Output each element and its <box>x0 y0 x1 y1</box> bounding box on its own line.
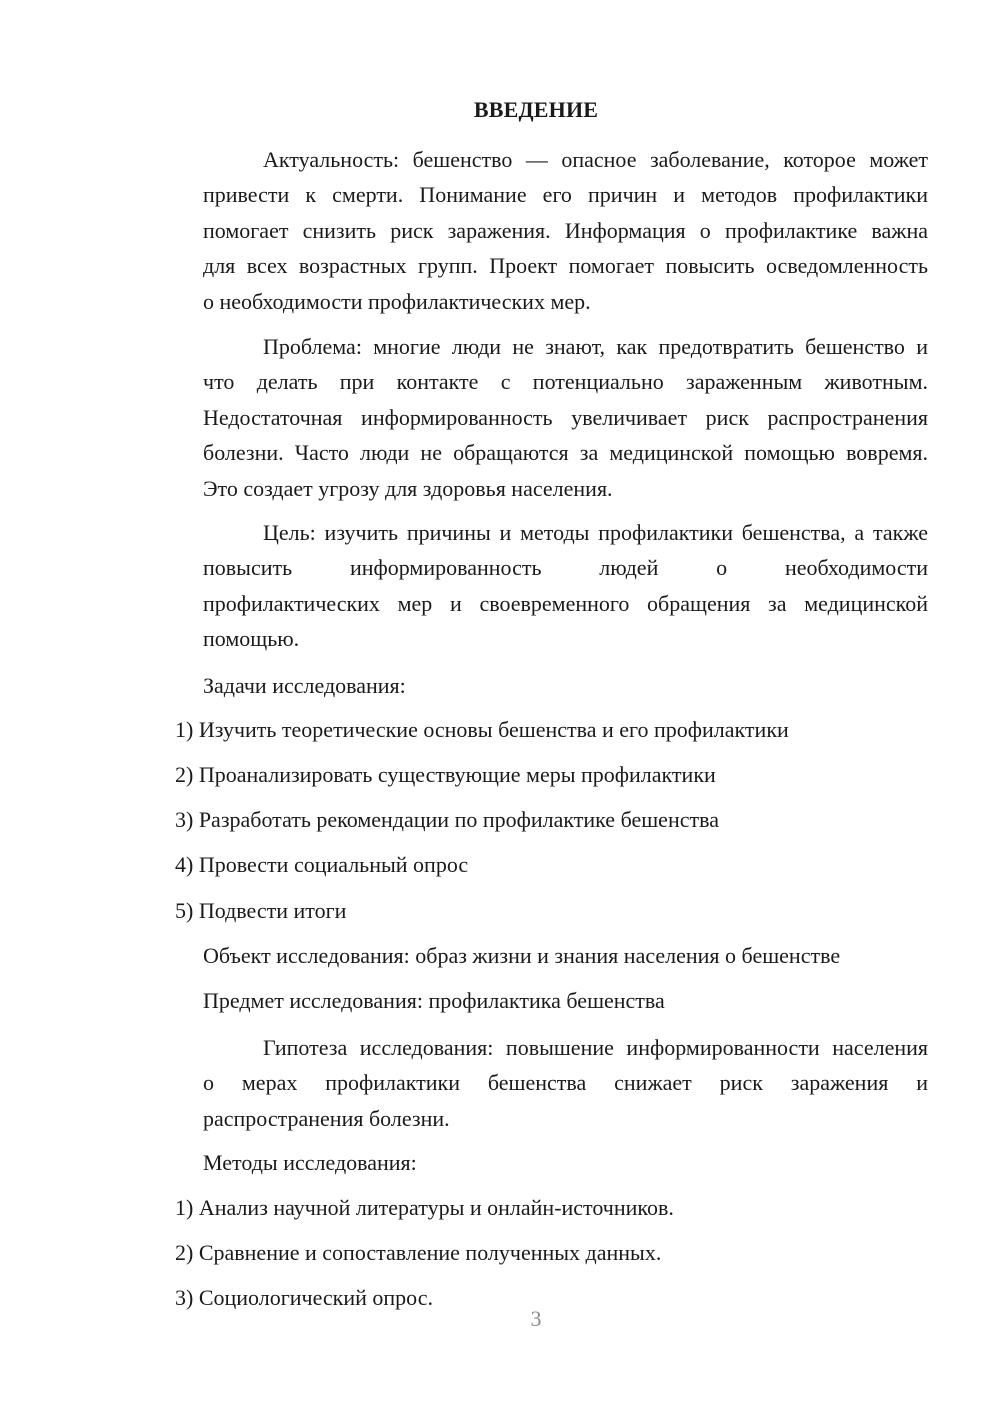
text-line: Проблема: многие люди не знают, как предотвратить бешенство и <box>263 334 928 359</box>
text-line: Недостаточная информированность увеличивает риск распространения <box>203 404 928 430</box>
problem-paragraph <box>143 329 928 506</box>
text-line: о мерах профилактики бешенства снижает риск заражения и <box>203 1070 928 1096</box>
text-line: повысить информированность людей о необходимости <box>203 555 928 581</box>
text-line: что делать при контакте с потенциально зараженным животным. <box>203 369 928 395</box>
task-item: 3) Разработать рекомендации по профилактике бешенства <box>175 807 719 832</box>
text-line: о необходимости профилактических мер. <box>203 288 591 314</box>
text-line: помогает снизить риск заражения. Информация о профилактике важна <box>203 217 928 243</box>
hypothesis-paragraph <box>143 1030 928 1136</box>
text-line: профилактических мер и своевременного обращения за медицинской <box>203 590 928 616</box>
goal-paragraph <box>143 515 928 657</box>
method-item: 1) Анализ научной литературы и онлайн-источников. <box>175 1195 674 1220</box>
methods-heading: Методы исследования: <box>203 1150 417 1175</box>
text-line: Гипотеза исследования: повышение информированности населения <box>263 1035 928 1060</box>
text-line: Это создает угрозу для здоровья населения. <box>203 475 613 501</box>
research-object: Объект исследования: образ жизни и знания населения о бешенстве <box>203 943 841 968</box>
text-line: Цель: изучить причины и методы профилактики бешенства, а также <box>263 520 928 545</box>
text-line: привести к смерти. Понимание его причин и методов профилактики <box>203 182 928 208</box>
text-line: распространения болезни. <box>203 1105 450 1131</box>
tasks-heading: Задачи исследования: <box>203 673 406 698</box>
text-line: болезни. Часто люди не обращаются за медицинской помощью вовремя. <box>203 440 928 466</box>
text-line: Актуальность: бешенство — опасное заболевание, которое может <box>263 147 928 172</box>
page-title: ВВЕДЕНИЕ <box>473 97 599 122</box>
task-item: 2) Проанализировать существующие меры профилактики <box>175 762 716 787</box>
task-item: 4) Провести социальный опрос <box>175 852 469 877</box>
text-line: помощью. <box>203 626 300 652</box>
task-item: 1) Изучить теоретические основы бешенства и его профилактики <box>175 717 789 742</box>
page-number: 3 <box>530 1306 542 1331</box>
text-line: для всех возрастных групп. Проект помогает повысить осведомленность <box>203 253 928 279</box>
method-item: 2) Сравнение и сопоставление полученных данных. <box>175 1240 662 1265</box>
relevance-paragraph <box>143 142 928 319</box>
research-subject: Предмет исследования: профилактика бешенства <box>203 988 665 1013</box>
task-item: 5) Подвести итоги <box>175 898 347 923</box>
method-item: 3) Социологический опрос. <box>175 1285 433 1310</box>
